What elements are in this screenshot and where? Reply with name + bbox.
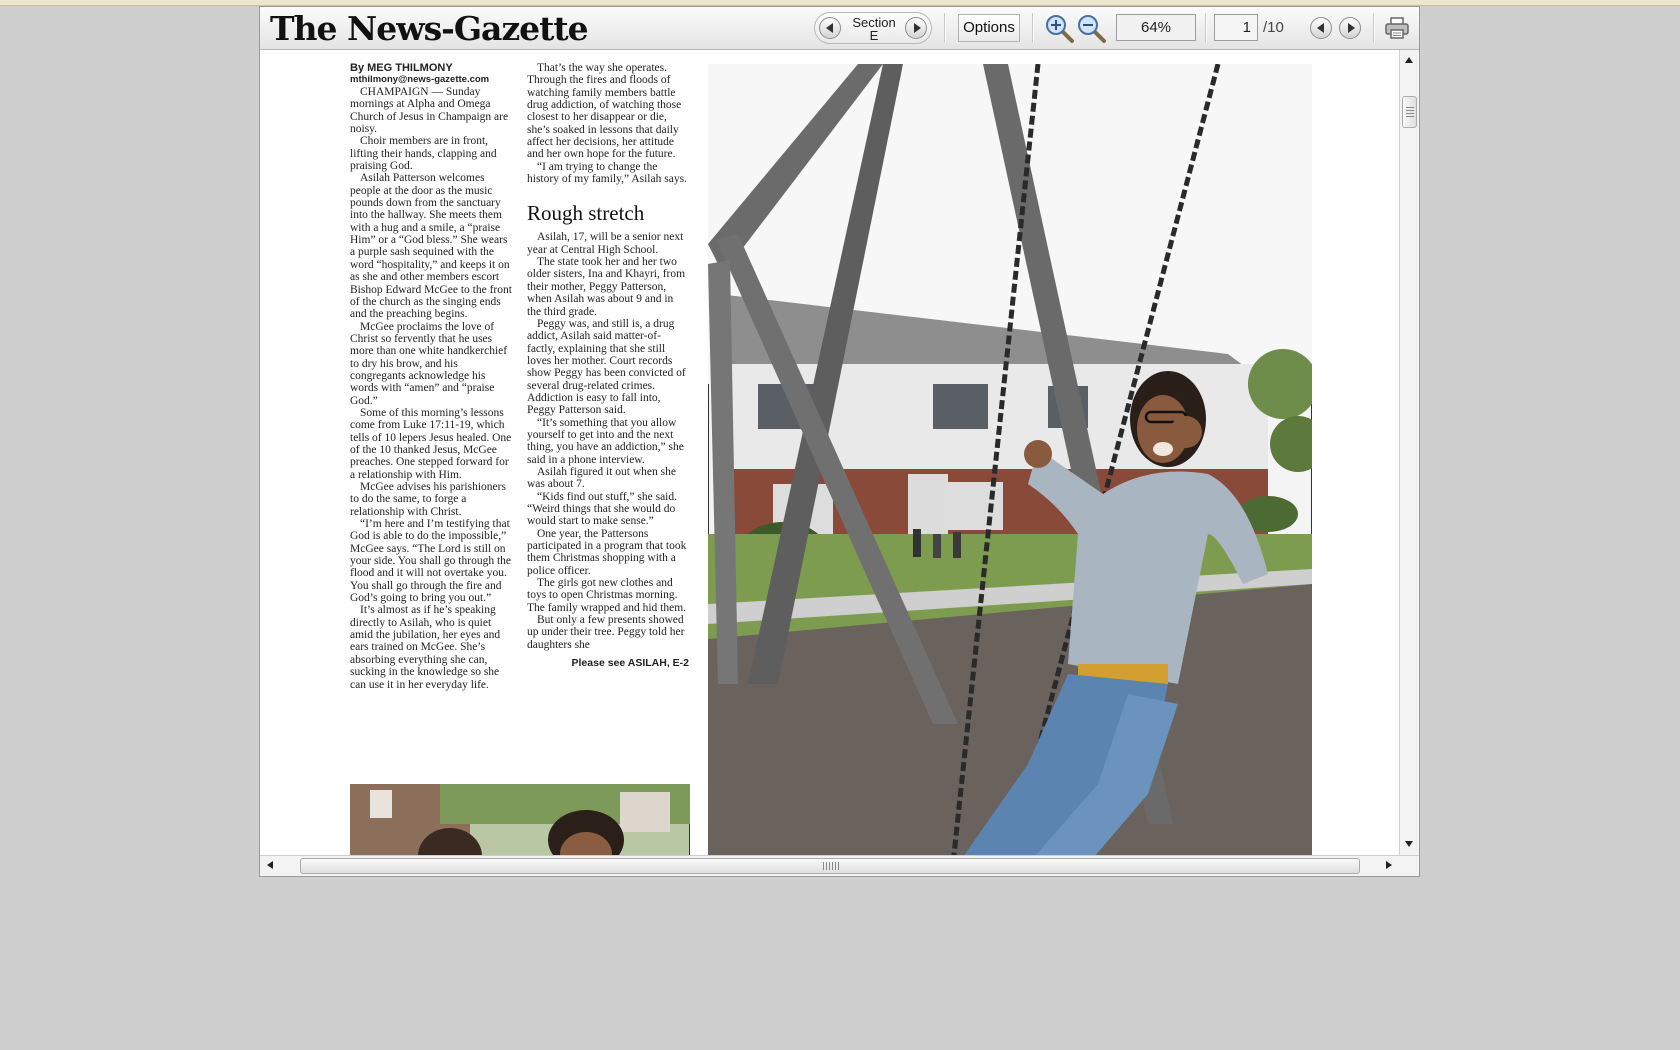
paragraph: CHAMPAIGN — Sunday mornings at Alpha and Omega Church of Jesus in Champaign are noisy. xyxy=(350,86,509,136)
page-canvas xyxy=(260,50,1399,855)
paragraph: Asilah figured it out when she was about 7. xyxy=(527,465,676,491)
grip-icon xyxy=(1406,107,1414,117)
arrow-right-icon xyxy=(1386,861,1392,869)
paragraph: That’s the way she operates. Through the fires and floods of watching family members battle drug addiction, of watching those closest to her disappear or die, she’s soaked in lessons that daily affect her decisions, her attitude and her own hope for the future. xyxy=(527,62,682,161)
paragraph: “I’m here and I’m testifying that God is able to do the impossible,” McGee says. “The Lord is still on your side. You shall go through the flood and it will not overtake you. You shall go through the fire and God’s going to bring you out.” xyxy=(350,518,511,605)
newspaper-viewer xyxy=(259,6,1420,877)
toolbar-divider xyxy=(1373,13,1375,43)
toolbar-divider xyxy=(944,13,946,43)
zoom-in-icon xyxy=(1043,12,1075,44)
page-total: /10 xyxy=(1263,19,1284,36)
paragraph: Peggy was, and still is, a drug addict, Asilah said matter-of-factly, explaining that she still loves her mother. Court records show Peggy has been convicted of several drug-related crimes. Addiction is easy to fall into, Peggy Patterson said. xyxy=(527,317,686,417)
grip-icon xyxy=(823,862,839,870)
chevron-right-icon xyxy=(914,23,921,33)
paragraph: “It’s something that you allow yourself to get into and the next thing, you have an addiction,” she said in a phone interview. xyxy=(527,416,684,466)
section-value: E xyxy=(869,28,879,43)
paragraph: Asilah, 17, will be a senior next year at Central High School. xyxy=(527,231,684,256)
paragraph: The state took her and her two older sisters, Ina and Khayri, from their mother, Peggy Patterson, when Asilah was about 9 and in the third grade. xyxy=(527,256,686,318)
subheading: Rough stretch xyxy=(527,201,645,226)
prev-page-button[interactable] xyxy=(1310,17,1332,39)
options-button[interactable]: Options xyxy=(958,14,1020,42)
horizontal-scroll-thumb[interactable] xyxy=(300,858,1360,874)
byline: By MEG THILMONY xyxy=(350,62,453,74)
paragraph: McGee proclaims the love of Christ so fervently that he uses more than one white handkerchief to dry his brow, and his congregants acknowledge his words with “amen” and “praise God.” xyxy=(350,320,508,407)
toolbar-divider xyxy=(1032,13,1034,43)
paragraph: But only a few presents showed up under their tree. Peggy told her daughters she xyxy=(527,614,685,651)
zoom-level-field[interactable]: 64% xyxy=(1116,14,1196,41)
inset-photo xyxy=(350,784,690,855)
scroll-up-button[interactable] xyxy=(1400,50,1419,70)
author-email: mthilmony@news-gazette.com xyxy=(350,74,490,85)
arrow-up-icon xyxy=(1405,57,1413,63)
scroll-right-button[interactable] xyxy=(1379,856,1399,876)
paragraph: It’s almost as if he’s speaking directly to Asilah, who is quiet amid the jubilation, her eyes and ears trained on McGee. She’s absorbing everything she can, sucking in the knowledge so she can use it in her everyday life. xyxy=(350,604,501,691)
section-label: Section xyxy=(852,15,896,30)
next-section-button[interactable] xyxy=(905,17,927,39)
masthead-logo: The News-Gazette xyxy=(270,9,588,48)
paragraph: “I am trying to change the history of my family,” Asilah says. xyxy=(527,160,687,186)
zoom-out-button[interactable] xyxy=(1075,12,1107,44)
chevron-right-icon xyxy=(1348,23,1355,33)
toolbar-divider xyxy=(1205,13,1207,43)
paragraph: “Kids find out stuff,” she said. “Weird things that she would do would start to make sense.” xyxy=(527,490,678,528)
print-button[interactable] xyxy=(1384,16,1410,40)
next-page-button[interactable] xyxy=(1339,17,1361,39)
zoom-in-button[interactable] xyxy=(1043,12,1075,44)
article-column-1 xyxy=(350,62,514,691)
arrow-down-icon xyxy=(1405,841,1413,847)
printer-icon xyxy=(1384,16,1410,40)
scroll-down-button[interactable] xyxy=(1400,834,1419,854)
paragraph: Some of this morning’s lessons come from Luke 17:11-19, which tells of 10 lepers Jesus healed. One of the 10 thanked Jesus, McGee preaches. One stepped forward for a relationship with Him. xyxy=(350,406,512,481)
horizontal-scrollbar[interactable] xyxy=(260,855,1419,876)
paragraph: One year, the Pattersons participated in a program that took them Christmas shopping with a police officer. xyxy=(527,527,687,577)
paragraph: Asilah Patterson welcomes people at the door as the music pounds down from the sanctuary into the hallway. She meets them with a hug and a smile, a “praise Him” or a “God bless.” She wears a purple sash sequined with the word “hospitality,” and keeps it on as she and other members escort Bishop Edward McGee to the front of the church as the singing ends and the preaching begins. xyxy=(350,172,512,321)
paragraph: McGee advises his parishioners to do the same, to forge a relationship with Christ. xyxy=(350,481,506,518)
scroll-left-button[interactable] xyxy=(260,856,280,876)
vertical-scrollbar[interactable] xyxy=(1399,50,1419,855)
page-number-input[interactable]: 1 xyxy=(1214,14,1258,41)
vertical-scroll-thumb[interactable] xyxy=(1402,96,1417,128)
paragraph: Choir members are in front, lifting their hands, clapping and praising God. xyxy=(350,135,497,173)
section-navigator xyxy=(814,12,932,44)
prev-section-button[interactable] xyxy=(819,17,841,39)
paragraph: The girls got new clothes and toys to open Christmas morning. The family wrapped and hid them. xyxy=(527,577,687,614)
viewer-toolbar xyxy=(260,7,1419,50)
zoom-out-icon xyxy=(1075,12,1107,44)
chevron-left-icon xyxy=(1317,23,1324,33)
article-column-2 xyxy=(527,62,689,669)
section-indicator xyxy=(843,16,905,42)
continuation-note: Please see ASILAH, E-2 xyxy=(571,657,689,670)
arrow-left-icon xyxy=(267,861,273,869)
swing-photo xyxy=(708,64,1312,855)
chevron-left-icon xyxy=(826,23,833,33)
